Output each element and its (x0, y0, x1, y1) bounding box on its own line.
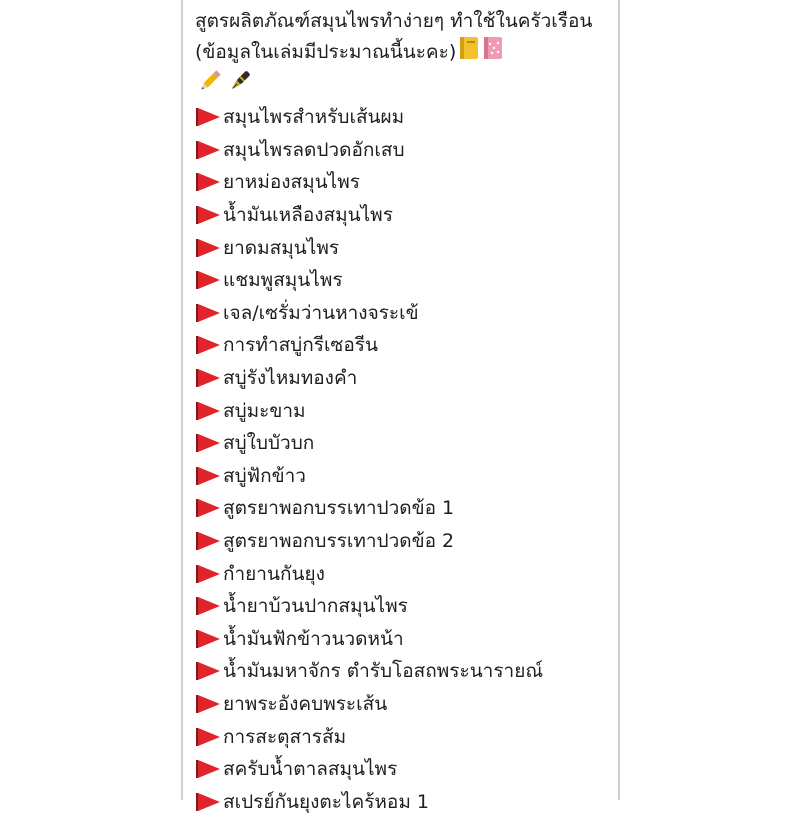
list-item-label: การสะตุสารส้ม (223, 725, 347, 748)
emoji-line (195, 69, 615, 97)
list-item (195, 134, 615, 167)
list-item (195, 525, 615, 558)
list-item-label: สบู่รังไหมทองคำ (223, 367, 358, 390)
list-item-label: สเปรย์กันยุงตะไคร้หอม 1 (223, 790, 429, 813)
list-item-label: การทำสบู่กรีเซอรีน (223, 334, 378, 357)
list-item-label: สมุนไพรลดปวดอักเสบ (223, 138, 405, 161)
list-item (195, 264, 615, 297)
red-triangular-flag-icon (195, 466, 221, 486)
post-body (195, 6, 615, 818)
list-item (195, 785, 615, 818)
post-intro (195, 6, 615, 69)
list-item (195, 362, 615, 395)
list-item (195, 427, 615, 460)
red-triangular-flag-icon (195, 433, 221, 453)
list-item (195, 101, 615, 134)
list-item-label: ยาดมสมุนไพร (223, 236, 340, 259)
product-list (195, 101, 615, 818)
list-item (195, 199, 615, 232)
red-triangular-flag-icon (195, 629, 221, 649)
red-triangular-flag-icon (195, 596, 221, 616)
list-item (195, 166, 615, 199)
red-triangular-flag-icon (195, 661, 221, 681)
list-item-label: น้ำมันเหลืองสมุนไพร (223, 204, 393, 227)
red-triangular-flag-icon (195, 401, 221, 421)
list-item-label: สครับน้ำตาลสมุนไพร (223, 758, 398, 781)
list-item (195, 590, 615, 623)
red-triangular-flag-icon (195, 368, 221, 388)
list-item-label: น้ำมันมหาจักร ตำรับโอสถพระนารายณ์ (223, 660, 543, 683)
list-item-label: เจล/เซรั่มว่านหางจระเข้ (223, 301, 419, 324)
list-item-label: สูตรยาพอกบรรเทาปวดข้อ 2 (223, 530, 455, 553)
right-divider (618, 0, 620, 800)
red-triangular-flag-icon (195, 694, 221, 714)
red-triangular-flag-icon (195, 172, 221, 192)
list-item-label: กำยานกันยุง (223, 562, 325, 585)
list-item (195, 460, 615, 493)
red-triangular-flag-icon (195, 727, 221, 747)
notebook-icon (458, 36, 480, 69)
list-item (195, 688, 615, 721)
list-item (195, 753, 615, 786)
list-item-label: สมุนไพรสำหรับเส้นผม (223, 106, 405, 129)
red-triangular-flag-icon (195, 759, 221, 779)
list-item (195, 623, 615, 656)
list-item-label: น้ำยาบ้วนปากสมุนไพร (223, 595, 408, 618)
red-triangular-flag-icon (195, 140, 221, 160)
red-triangular-flag-icon (195, 238, 221, 258)
left-divider (181, 0, 183, 800)
list-item-label: น้ำมันฟักข้าวนวดหน้า (223, 627, 404, 650)
list-item (195, 492, 615, 525)
red-triangular-flag-icon (195, 564, 221, 584)
list-item (195, 394, 615, 427)
list-item (195, 231, 615, 264)
red-triangular-flag-icon (195, 270, 221, 290)
pink-notebook-icon (482, 36, 504, 69)
list-item (195, 655, 615, 688)
list-item-label: ยาพระอังคบพระเส้น (223, 692, 388, 715)
red-triangular-flag-icon (195, 205, 221, 225)
list-item-label: สบู่ฟักข้าว (223, 464, 306, 487)
post-intro-text: สูตรผลิตภัณฑ์สมุนไพรทำง่ายๆ ทำใช้ในครัวเรือน (ข้อมูลในเล่มมีประมาณนี้นะคะ) (195, 10, 593, 63)
fountain-pen-icon (227, 68, 253, 99)
list-item (195, 720, 615, 753)
red-triangular-flag-icon (195, 335, 221, 355)
red-triangular-flag-icon (195, 107, 221, 127)
red-triangular-flag-icon (195, 498, 221, 518)
red-triangular-flag-icon (195, 531, 221, 551)
list-item-label: สบู่มะขาม (223, 399, 306, 422)
pencil-icon (197, 68, 223, 99)
list-item-label: แชมพูสมุนไพร (223, 269, 343, 292)
list-item-label: ยาหม่องสมุนไพร (223, 171, 360, 194)
list-item-label: สบู่ใบบัวบก (223, 432, 315, 455)
list-item-label: สูตรยาพอกบรรเทาปวดข้อ 1 (223, 497, 455, 520)
list-item (195, 329, 615, 362)
list-item (195, 557, 615, 590)
red-triangular-flag-icon (195, 303, 221, 323)
list-item (195, 297, 615, 330)
red-triangular-flag-icon (195, 792, 221, 812)
